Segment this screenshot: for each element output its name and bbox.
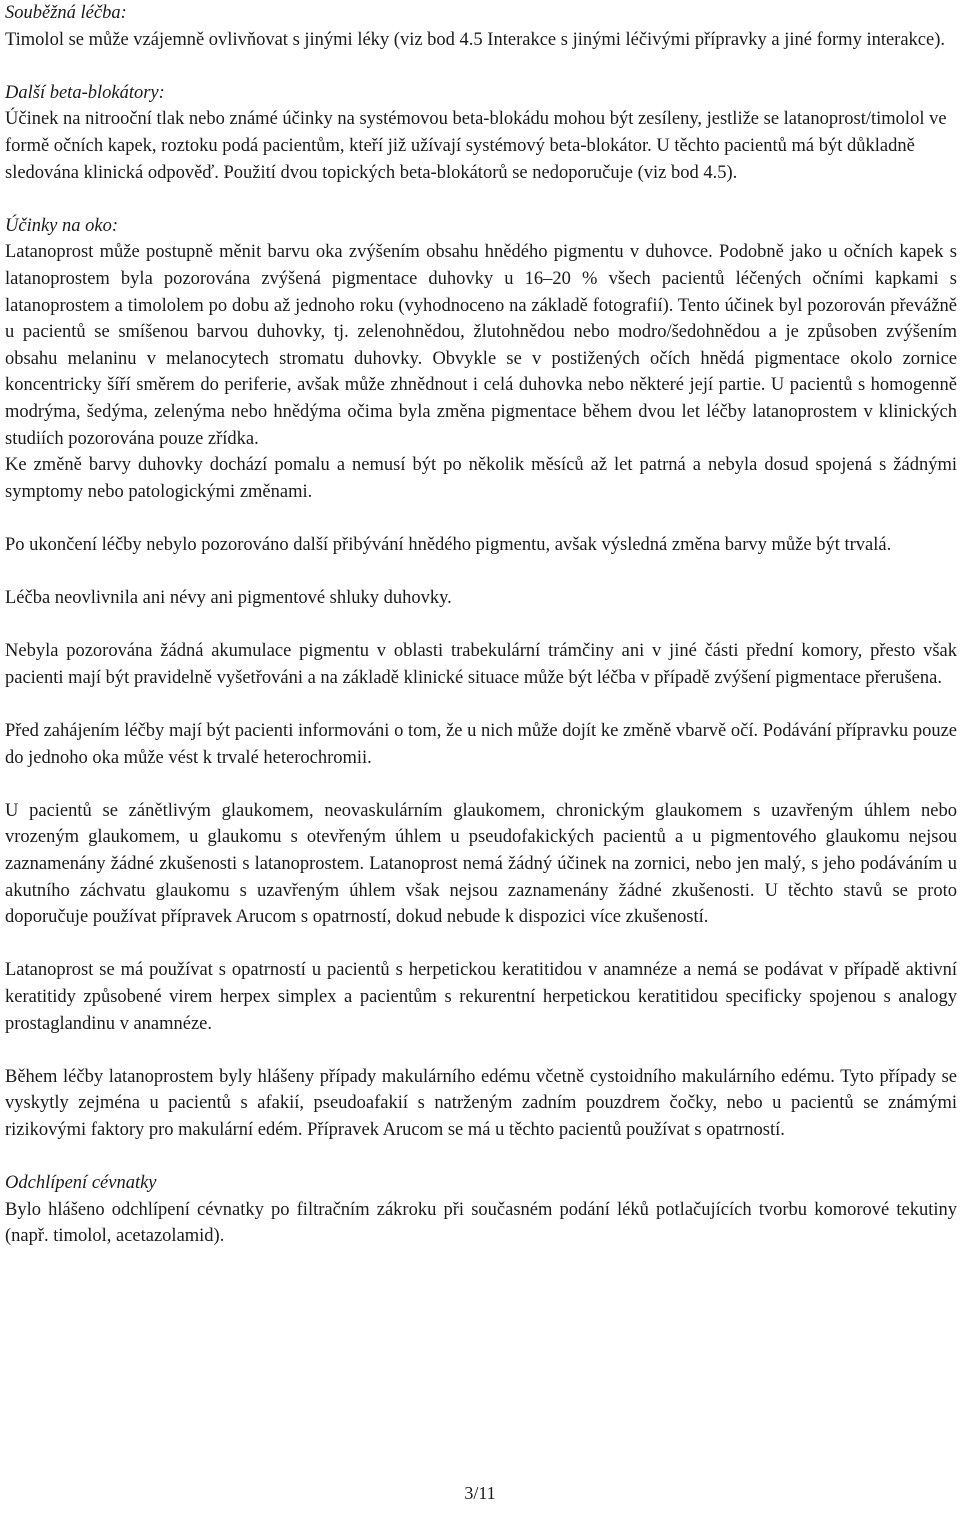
- section-herpetic: [5, 957, 957, 1037]
- paragraph-inform: Před zahájením léčby mají být pacienti informováni o tom, že u nich může dojít ke změně vbarvě očí. Podávání přípravku pouze do jednoho oka může vést k trvalé heterochromii.: [5, 721, 957, 768]
- heading-concomitant: Souběžná léčba:: [5, 3, 127, 23]
- paragraph-macular: Během léčby latanoprostem byly hlášeny případy makulárního edému včetně cystoidního makulárního edému. Tyto případy se vyskytly zejména u pacientů s afakií, pseudoafakií s natrženým zadním pouzdrem čočky, nebo u pacientů se známými rizikovými faktory pro makulární edém. Přípravek Arucom se má u těchto pacientů používat s opatrností.: [5, 1066, 957, 1140]
- paragraph-trabecular: Nebyla pozorována žádná akumulace pigmentu v oblasti trabekulární trámčiny ani v jiné části přední komory, přesto však pacienti mají být pravidelně vyšetřováni a na základě klinické situace může být léčba v případě zvýšení pigmentace přerušena.: [5, 641, 957, 688]
- section-macular: [5, 1064, 957, 1144]
- heading-beta-blockers: Další beta-blokátory:: [5, 82, 165, 103]
- paragraph-after-stop: Po ukončení léčby nebylo pozorováno další přibývání hnědého pigmentu, avšak výsledná změna barvy může být trvalá.: [5, 534, 892, 555]
- section-choroidal: [5, 1170, 957, 1250]
- paragraph-choroidal: Bylo hlášeno odchlípení cévnatky po filtračním zákroku při současném podání léků potlačujících tvorbu komorové tekutiny (např. timolol, acetazolamid).: [5, 1199, 957, 1247]
- section-glaucoma: [5, 798, 957, 931]
- paragraph-iris-color-change: Ke změně barvy duhovky dochází pomalu a nemusí být po několik měsíců až let patrná a nebyla dosud spojená s žádnými symptomy nebo patologickými změnami.: [5, 455, 957, 502]
- paragraph-concomitant: Timolol se může vzájemně ovlivňovat s jinými léky (viz bod 4.5 Interakce s jinými léčivými přípravky a jiné formy interakce).: [5, 29, 946, 50]
- section-inform: [5, 718, 957, 771]
- paragraph-beta-blockers: Účinek na nitrooční tlak nebo známé účinky na systémovou beta-blokádu mohou být zesíleny, jestliže se latanoprost/timolol ve formě očních kapek, roztoku podá pacientům, kteří již užívají systémový beta-blokátor. U těchto pacientů má být důkladně sledována klinická odpověď. Použití dvou topických beta-blokátorů se nedoporučuje (viz bod 4.5).: [5, 109, 947, 183]
- paragraph-iris-pigmentation: Latanoprost může postupně měnit barvu oka zvýšením obsahu hnědého pigmentu v duhovce. Podobně jako u očních kapek s latanoprostem byla pozorována zvýšená pigmentace duhovky u 16–20 % všech pacientů léčených očními kapkami s latanoprostem a timololem po dobu až jednoho roku (vyhodnoceno na základě fotografií). Tento účinek byl pozorován převážně u pacientů se smíšenou barvou duhovky, tj. zelenohnědou, žlutohnědou nebo modro/šedohnědou a je způsoben zvýšením obsahu melaninu v melanocytech stromatu duhovky. Obvykle se v postižených očích hnědá pigmentace okolo zornice koncentricky šíří směrem do periferie, avšak může zhnědnout i celá duhovka nebo některé její partie. U pacientů s homogenně modrýma, šedýma, zelenýma nebo hnědýma očima byla změna pigmentace během dvou let léčby latanoprostem v klinických studiích pozorována pouze zřídka.: [5, 242, 957, 449]
- section-trabecular: [5, 638, 957, 691]
- paragraph-nevi: Léčba neovlivnila ani névy ani pigmentové shluky duhovky.: [5, 588, 452, 609]
- paragraph-glaucoma: U pacientů se zánětlivým glaukomem, neovaskulárním glaukomem, chronickým glaukomem s uzavřeným úhlem nebo vrozeným glaukomem, u glaukomu s otevřeným úhlem u pseudofakických pacientů a u pigmentového glaukomu nejsou zaznamenány žádné zkušenosti s latanoprostem. Latanoprost nemá žádný účinek na zornici, nebo jen malý, s jeho podáváním u akutního záchvatu glaukomu s uzavřeným úhlem však nejsou zaznamenány žádné zkušenosti. U těchto stavů se proto doporučuje používat přípravek Arucom s opatrností, dokud nebude k dispozici více zkušeností.: [5, 800, 957, 928]
- heading-eye-effects: Účinky na oko:: [5, 215, 119, 236]
- paragraph-herpetic: Latanoprost se má používat s opatrností u pacientů s herpetickou keratitidou v anamnéze a nemá se podávat v případě aktivní keratitidy způsobené virem herpex simplex a pacientům s rekurentní herpetickou keratitidou specificky spojenou s analogy prostaglandinu v anamnéze.: [5, 960, 957, 1034]
- section-eye-effects: [5, 213, 957, 506]
- section-concomitant: [5, 0, 957, 53]
- section-after-stop: [5, 532, 957, 559]
- document-page: [5, 0, 957, 1277]
- page-number: 3/11: [464, 1483, 496, 1503]
- heading-choroidal: Odchlípení cévnatky: [5, 1173, 157, 1194]
- section-nevi: [5, 585, 957, 612]
- section-beta-blockers: [5, 80, 957, 186]
